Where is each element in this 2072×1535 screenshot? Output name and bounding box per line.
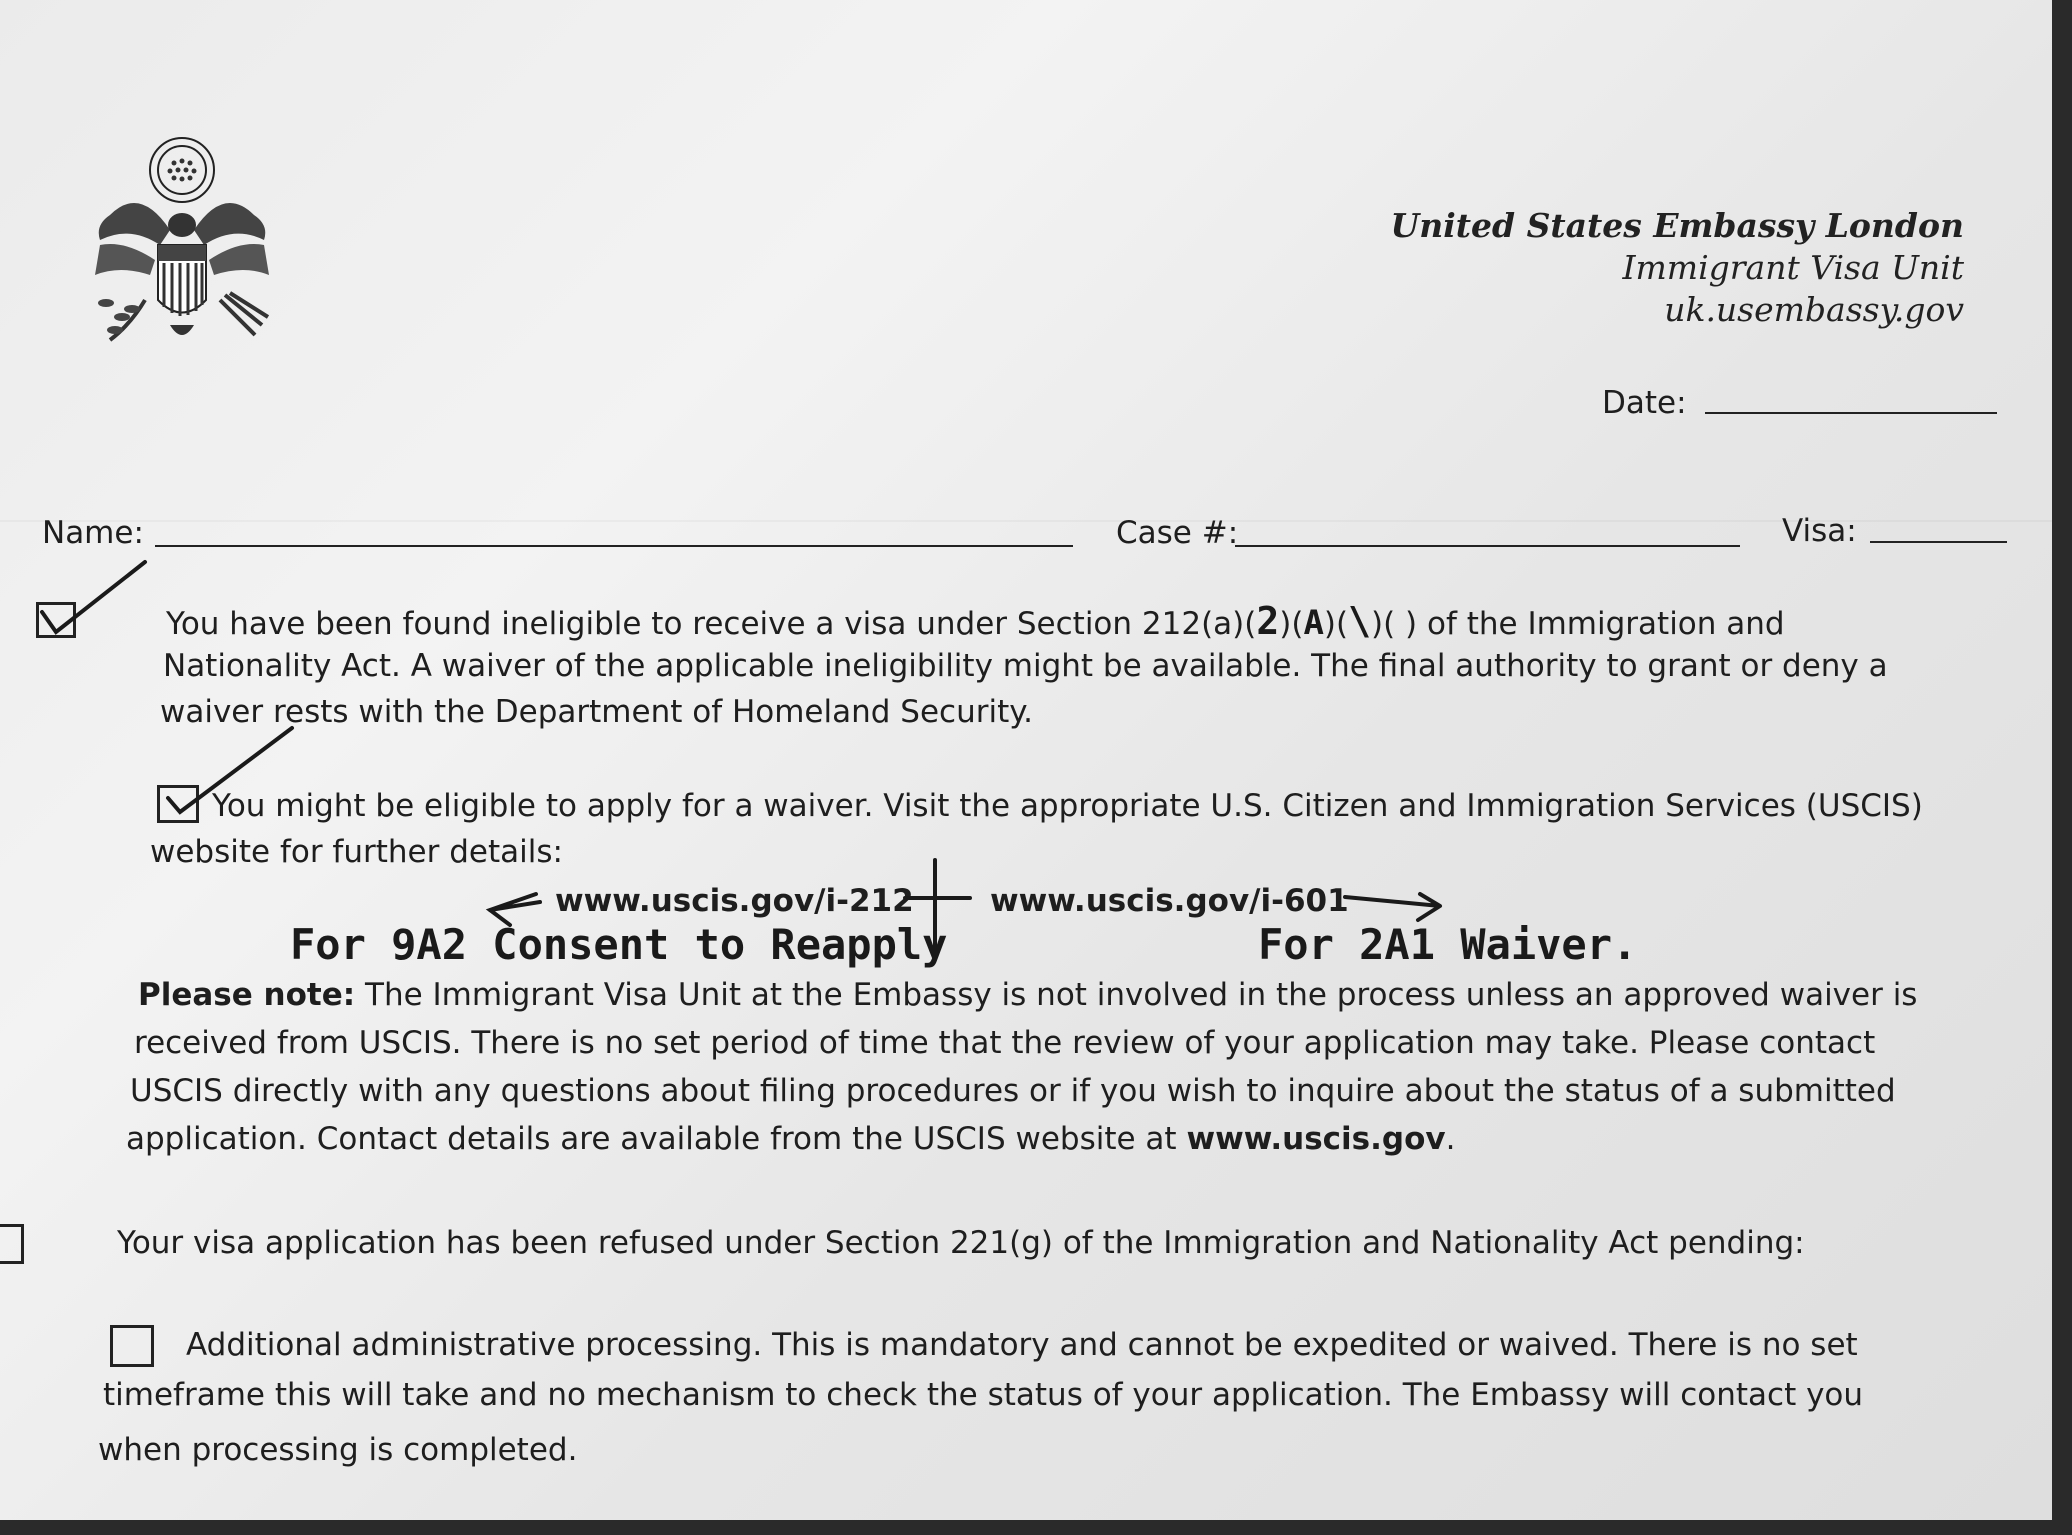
section1-sep1: )( xyxy=(1279,606,1304,642)
handwritten-A: A xyxy=(1303,603,1324,643)
case-label: Case #: xyxy=(1116,515,1239,551)
handwritten-note-left: For 9A2 Consent to Reapply xyxy=(290,920,948,969)
note-line3: USCIS directly with any questions about filing procedures or if you wish to inquire about the status of a submitted xyxy=(130,1073,1896,1109)
i601-link[interactable]: www.uscis.gov/i-601 xyxy=(990,883,1349,919)
visa-field[interactable] xyxy=(1870,541,2007,543)
section1-sep2: )( xyxy=(1323,606,1349,642)
section2-line1: Your visa application has been refused under Section 221(g) of the Immigration and Nationality Act pending: xyxy=(117,1225,1805,1261)
refused-221g-checkbox[interactable] xyxy=(0,1224,24,1264)
admin-line3: when processing is completed. xyxy=(98,1432,578,1468)
waiver-line1: You might be eligible to apply for a waiver. Visit the appropriate U.S. Citizen and Immigration Services (USCIS) xyxy=(212,788,1923,824)
name-label: Name: xyxy=(42,515,144,551)
date-label: Date: xyxy=(1602,385,1687,421)
embassy-header xyxy=(1390,205,1964,331)
section1-line1-text: You have been found ineligible to receive a visa under Section 212(a)( xyxy=(166,606,1257,642)
note-line1 xyxy=(138,972,1917,1018)
case-number-field[interactable] xyxy=(1235,545,1740,547)
ineligible-checkbox[interactable] xyxy=(36,602,76,638)
section1-line1-end: )( ) of the Immigration and xyxy=(1371,606,1785,642)
section1-line3: waiver rests with the Department of Homeland Security. xyxy=(160,694,1034,730)
uscis-link[interactable]: www.uscis.gov xyxy=(1186,1121,1446,1157)
note-label: Please note: xyxy=(138,977,356,1013)
note-line4-end: . xyxy=(1445,1121,1456,1157)
visa-label: Visa: xyxy=(1782,513,1857,549)
handwritten-1: \ xyxy=(1348,599,1372,643)
handwritten-note-right: For 2A1 Waiver. xyxy=(1258,920,1638,969)
handwritten-2: 2 xyxy=(1256,599,1280,643)
note-line2: received from USCIS. There is no set period of time that the review of your application may take. Please contact xyxy=(134,1025,1876,1061)
waiver-line2: website for further details: xyxy=(150,834,563,870)
note-line1-text: The Immigrant Visa Unit at the Embassy is not involved in the process unless an approved waiver is xyxy=(355,977,1918,1013)
admin-line1: Additional administrative processing. This is mandatory and cannot be expedited or waived. There is no set xyxy=(186,1327,1858,1363)
embassy-website: uk.usembassy.gov xyxy=(1664,290,1964,329)
name-field[interactable] xyxy=(155,545,1073,547)
i212-link[interactable]: www.uscis.gov/i-212 xyxy=(555,883,914,919)
paper-fold xyxy=(0,520,2052,522)
admin-processing-checkbox[interactable] xyxy=(110,1325,154,1367)
note-line4-text: application. Contact details are available from the USCIS website at xyxy=(126,1121,1187,1157)
admin-line2: timeframe this will take and no mechanism to check the status of your application. The Embassy will contact you xyxy=(103,1377,1864,1413)
waiver-checkbox[interactable] xyxy=(157,785,199,823)
date-field[interactable] xyxy=(1705,412,1997,414)
arrow-right-icon xyxy=(1345,894,1440,920)
section1-line2: Nationality Act. A waiver of the applicable ineligibility might be available. The final authority to grant or deny a xyxy=(163,648,1888,684)
section1-line1 xyxy=(166,598,1785,647)
embassy-name: United States Embassy London xyxy=(1390,206,1964,245)
us-great-seal-icon xyxy=(70,125,290,355)
note-line4 xyxy=(126,1116,1455,1162)
unit-name: Immigrant Visa Unit xyxy=(1622,248,1964,287)
